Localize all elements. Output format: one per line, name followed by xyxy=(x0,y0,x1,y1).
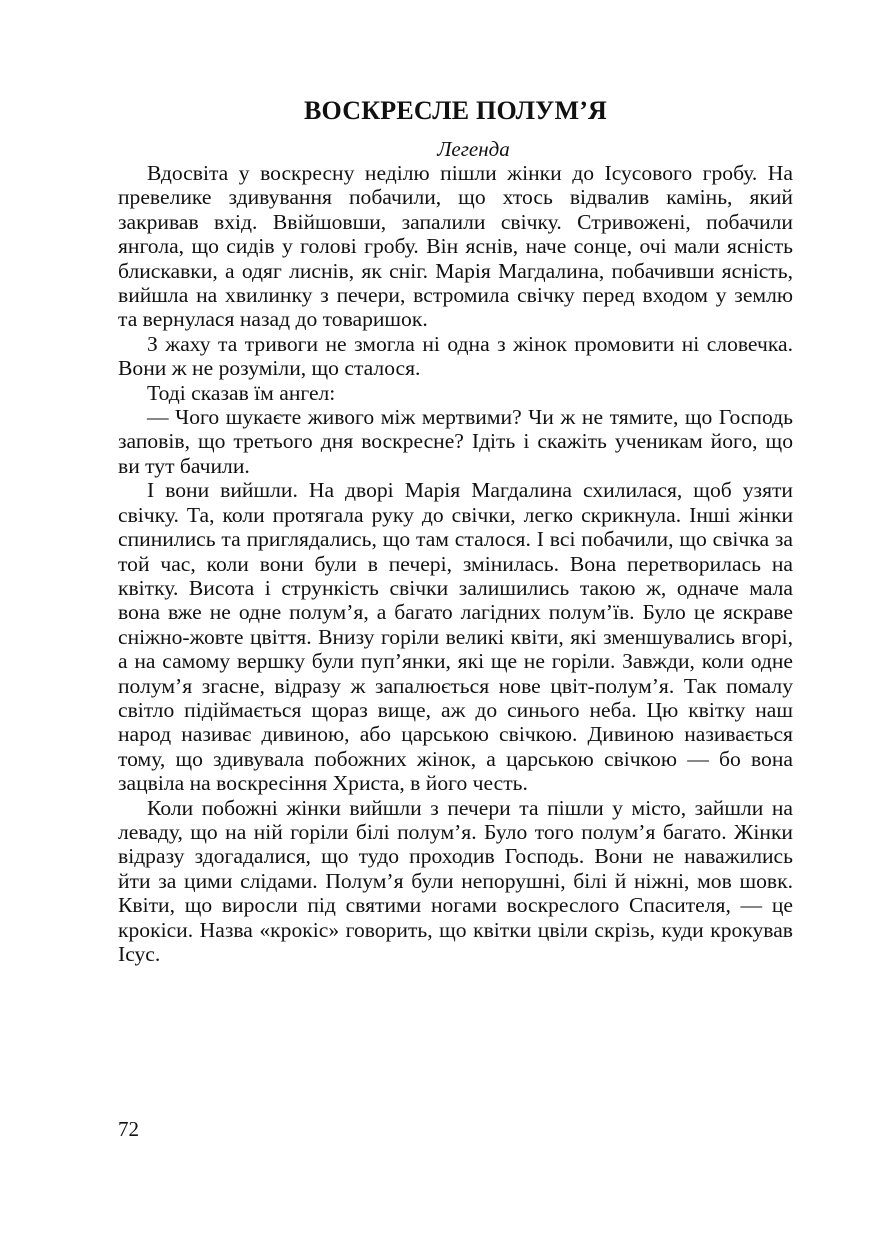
paragraph: Коли побожні жінки вийшли з печери та пішли у місто, зайшли на леваду, що на ній горіли білі полум’я. Було того полум’я багато. Жінки відразу здогадалися, що тудо проходив Господь. Вони не наважились йти за цими слідами. Полум’я були непорушні, білі й ніжні, мов шовк. Квіти, що виросли під святими ногами воскреслого Спасителя, — це крокіси. Назва «крокіс» говорить, що квітки цвіли скрізь, куди крокував Ісус. xyxy=(118,795,793,966)
paragraph: І вони вийшли. На дворі Марія Магдалина схилилася, щоб узяти свічку. Та, коли протягала руку до свічки, легко скрикнула. Інші жінки спинились та приглядались, що там сталося. І всі побачили, що свічка за той час, коли вони були в печері, змінилась. Вона перетворилась на квітку. Висота і стрункість свічки залишились такою ж, одначе мала вона вже не одне полум’я, а багато лагідних полум’їв. Було це яскраве сніжно-жовте цвіття. Внизу горіли великі квіти, які зменшувались вгорі, а на самому вершку були пуп’янки, які ще не горіли. Завжди, коли одне полум’я згасне, відразу ж запалюється нове цвіт-полум’я. Так помалу світло підіймається щораз вище, аж до синього неба. Цю квітку наш народ називає дивиною, або царською свічкою. Дивиною називається тому, що здивувала побожних жінок, а царською свічкою — бо вона зацвіла на воскресіння Христа, в його честь. xyxy=(118,478,793,796)
body-text xyxy=(118,161,793,966)
page-content xyxy=(118,96,793,966)
paragraph: Вдосвіта у воскресну неділю пішли жінки до Ісусового гробу. На превелике здивування побачили, що хтось відвалив камінь, який закривав вхід. Ввійшовши, запалили свічку. Стривожені, побачили янгола, що сидів у голові гробу. Він яснів, наче сонце, очі мали ясність блискавки, а одяг лиснів, як сніг. Марія Магдалина, побачивши ясність, вийшла на хвилинку з печери, встромила свічку перед входом у землю та вернулася назад до товаришок. xyxy=(118,161,793,332)
page-title: ВОСКРЕСЛЕ ПОЛУМ’Я xyxy=(303,96,608,125)
page-number: 72 xyxy=(118,1117,139,1141)
paragraph: — Чого шукаєте живого між мертвими? Чи ж не тямите, що Господь заповів, що третього дня воскресне? Ідіть і скажіть ученикам його, що ви тут бачили. xyxy=(118,405,793,478)
paragraph: Тоді сказав їм ангел: xyxy=(147,380,336,405)
page-subtitle: Легенда xyxy=(437,137,510,161)
paragraph: З жаху та тривоги не змогла ні одна з жінок промовити ні словечка. Вони ж не розуміли, що сталося. xyxy=(118,331,793,381)
